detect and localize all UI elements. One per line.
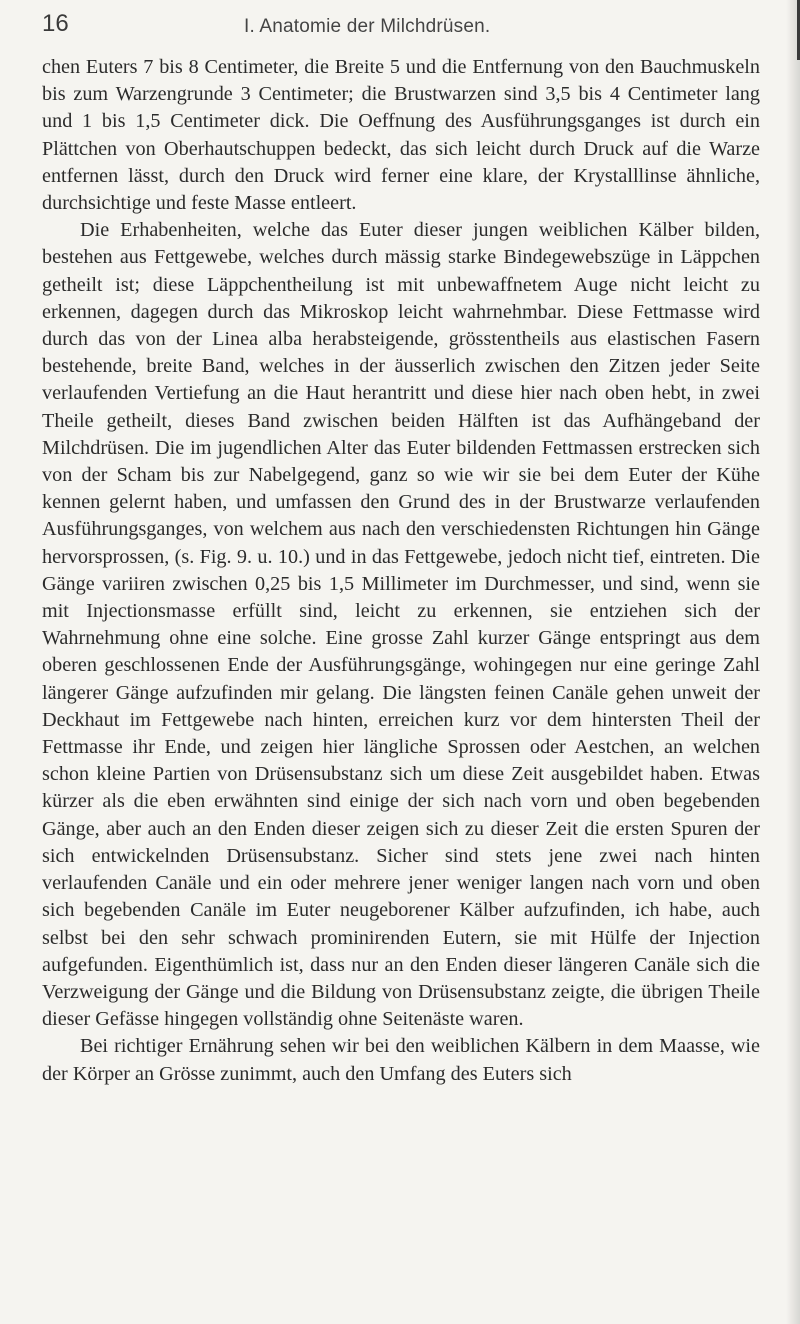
running-head	[42, 8, 754, 48]
paragraph-continuation: chen Euters 7 bis 8 Centimeter, die Breite 5 und die Entfernung von den Bauchmuskeln bis zum Warzengrunde 3 Centimeter; die Brustwarzen sind 3,5 bis 4 Centimeter lang und 1 bis 1,5 Centimeter dick. Die Oeffnung des Ausführungsganges ist durch ein Plättchen von Oberhautschuppen bedeckt, das sich leicht durch Druck auf die Warze entfernen lässt, durch den Druck wird ferner eine klare, der Krystalllinse ähnliche, durchsichtige und feste Masse entleert.	[42, 56, 760, 215]
paragraph-udder-structure: Die Erhabenheiten, welche das Euter dieser jungen weiblichen Kälber bilden, bestehen aus Fettgewebe, welches durch mässig starke Bindegewebszüge in Läppchen getheilt ist; diese Läppchentheilung ist mit unbewaffnetem Auge nicht leicht zu erkennen, dagegen durch das Mikroskop leicht wahrnehmbar. Diese Fettmasse wird durch das von der Linea alba herabsteigende, grösstentheils aus elastischen Fasern bestehende, breite Band, welches in der äusserlich zwischen den Zitzen jeder Seite verlaufenden Vertiefung an die Haut herantritt und diese hier nach oben hebt, in zwei Theile getheilt, dieses Band zwischen beiden Hälften ist das Aufhängeband der Milchdrüsen. Die im jugendlichen Alter das Euter bildenden Fettmassen erstrecken sich von der Scham bis zur Nabelgegend, ganz so wie wir sie bei dem Euter der Kühe kennen gelernt haben, und umfassen den Grund des in der Brustwarze verlaufenden Ausführungsganges, von welchem aus nach den verschiedensten Richtungen hin Gänge hervorsprossen, (s. Fig. 9. u. 10.) und in das Fettgewebe, jedoch nicht tief, eintreten. Die Gänge variiren zwischen 0,25 bis 1,5 Millimeter im Durchmesser, und sind, wenn sie mit Injectionsmasse erfüllt sind, leicht zu erkennen, sie entziehen sich der Wahrnehmung ohne eine solche. Eine grosse Zahl kurzer Gänge entspringt aus dem oberen geschlossenen Ende der Ausführungsgänge, wohingegen nur eine geringe Zahl längerer Gänge aufzufinden mir gelang. Die längsten feinen Canäle gehen unweit der Deckhaut im Fettgewebe nach hinten, erreichen kurz vor dem hintersten Theil der Fettmasse ihr Ende, und zeigen hier längliche Sprossen oder Aestchen, an welchen schon kleine Partien von Drüsensubstanz sich um diese Zeit ausgebildet haben. Etwas kürzer als die eben erwähnten sind einige der sich nach vorn und oben begebenden Gänge, aber auch an den Enden dieser zeigen sich zu dieser Zeit die ersten Spuren der sich entwickelnden Drüsensubstanz. Sicher sind stets jene zwei nach hinten verlaufenden Canäle und ein oder mehrere jener weniger langen nach vorn und oben sich begebenden Canäle im Euter neugeborener Kälber aufzufinden, ich habe, auch selbst bei den sehr schwach prominirenden Eutern, sie mit Hülfe der Injection aufgefunden. Eigenthümlich ist, dass nur an den Enden dieser längeren Canäle sich die Verzweigung der Gänge und die Bildung von Drüsensubstanz zeigte, die übrigen Theile dieser Gefässe hingegen vollständig ohne Seitenäste waren.	[42, 219, 760, 1031]
page-number: 16	[42, 10, 69, 37]
page-edge-shadow	[786, 0, 800, 1324]
paragraph-nutrition: Bei richtiger Ernährung sehen wir bei den weiblichen Kälbern in dem Maasse, wie der Körper an Grösse zunimmt, auch den Umfang des Euters sich	[42, 1035, 760, 1085]
body-text	[42, 54, 760, 1088]
running-title: I. Anatomie der Milchdrüsen.	[244, 16, 491, 37]
